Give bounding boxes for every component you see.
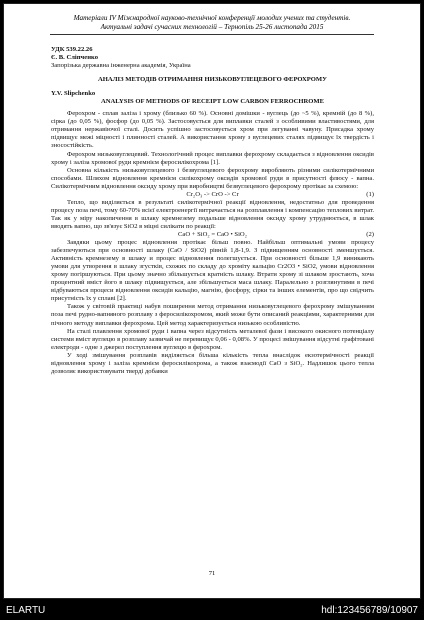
repository-footer <box>0 602 424 620</box>
author-ua: Є. В. Сліпченко <box>51 54 99 62</box>
title-en: ANALYSIS OF METHODS OF RECEIPT LOW CARBON FERROCHROME <box>100 98 325 106</box>
author-en: Y.V. Slipchenko <box>51 90 96 98</box>
formula-1-text: Cr₂O₃ -> CrO -> Cr <box>186 190 239 198</box>
footer-repository-name: ELARTU <box>6 605 46 616</box>
formula-1 <box>51 191 374 199</box>
footer-handle: hdl:123456789/10907 <box>321 605 418 616</box>
paragraph: Основна кількість низьковуглецевого і безвуглецевого ферохрому виробляють різними силікотермічними способами. Шляхом відновлення кремнієм силікохрому оксидів хромової руди в присутності флюсу - вапна. Силікотермічним відновлення оксиду хрому при виробництві безвуглецевого ферохрому протікає за схемою: <box>51 166 374 190</box>
formula-2 <box>51 231 374 239</box>
header-rule <box>50 34 374 35</box>
article-body <box>51 40 374 376</box>
formula-2-number: (2) <box>366 230 374 238</box>
formula-1-number: (1) <box>366 190 374 198</box>
header-line-2: Актуальні задачі сучасних технологій – Тернопіль 25-26 листопада 2015 <box>100 22 324 31</box>
paragraph: Ферохром низьковуглецевий. Технологічний процес виплавки ферохрому складається з відновлення оксидів хрому і заліза хромової руди кремнієм феросилікохрома [1]. <box>51 150 374 166</box>
formula-2-text: CaO + SiO₂ = CaO • SiO₂ <box>178 230 247 238</box>
paper-page <box>4 4 420 598</box>
paragraph: Завдяки цьому процес відновлення протікає більш повно. Найбільш оптимальні умови процесу забезпечуються при основності шлаку (CaO / SiO2) рівній 1,8-1,9. З підвищенням основності зменшується. Активність кремнезему в шлаку и процес відновлення полегшується. При основності більше 1,9 виникають умови для утворення в шлаку згустків, схожих по складу до хроміту кальцію Cr2O3 • SiO2, умови відновлення хрому погіршуються. При цьому значно збільшується кратність шлаку. Втрати хрому зі шлаком зростають, хоча процентний вміст його в шлаку підвищується, але збільшується маса шлаку. Паралельно з розглянутими в печі відбуваються процеси відновлення оксидів кальцію, магнію, фосфору, сірки та інших елементів, про що свідчить присутність їх у сплаві [2]. <box>51 239 374 303</box>
paragraph: На сталі плавлення хромової руди і вапна через відсутність металевої фази і високого окисного потенціалу системи вміст вуглецю в розплаву зазвичай не перевищує 0,06 - 0,08%. У процесі змішування відсутні графітовані електроди - одне з джерел поступлення вуглецю в ферохром. <box>51 327 374 351</box>
paragraph: Ферохром - сплав заліза і хрому (близько 60 %). Основні домішки - вуглець (до ~5 %), кремній (до 8 %), сірка (до 0,05 %), фосфор (до 0,05 %). Застосовується для виплавки сталей з особливими властивостями, для отримання нержавіючої сталі. Досить успішно застосовується хром при легуванні чавуну. Присадка хрому підвищує межі міцності і плинності сталей. А використання хрому з вуглецевих сталях підвищує їх твердість і зносостійкість. <box>51 110 374 150</box>
title-ua: АНАЛІЗ МЕТОДІВ ОТРИМАННЯ НИЗЬКОВУГЛЕЦЕВОГО ФЕРОХРОМУ <box>97 76 327 84</box>
paragraph: У ході змішування розплавів виділяється більша кількість тепла внаслідок екзотермічності реакції відновлення хрому і заліза кремнієм феросилікохрома, а також взаємодії CaO з SiO₂. Надлишок цього тепла дозволяє використовувати тверді добавки <box>51 351 374 375</box>
affiliation-ua: Запорізька державна інженерна академія, Україна <box>51 62 191 70</box>
paragraph: Тепло, що виділяється в результаті силікотермічної реакції відновлення, недостатньо для проведення процесу поза печі, тому 60-70% всієї електроенергії витрачається на розплавлення і компенсацію теплових витрат. Так як у міру накопичення в шлаку кремнезему подальше відновлення оксиду хрому утруднюється, в шлак вводять вапно, що зв'язує SiO2 в міцні силікати по реакції: <box>51 198 374 230</box>
page-number: 71 <box>208 570 216 577</box>
udc-code: УДК 539.22.26 <box>51 46 93 53</box>
running-header <box>50 14 374 31</box>
header-line-1: Матеріали IV Міжнародної науково-технічної конференції молодих учених та студентів. <box>73 14 351 22</box>
paragraph: Також у світовій практиці набув поширення метод отримання низьковуглецевого ферохрому змішуванням поза печі рудно-вапняного розплаву з феросилікохромом, який може бути описаний реакціями, характерними для пічного методу виплавки ферохрома. Цей метод характеризується низькою особливістю. <box>51 303 374 327</box>
